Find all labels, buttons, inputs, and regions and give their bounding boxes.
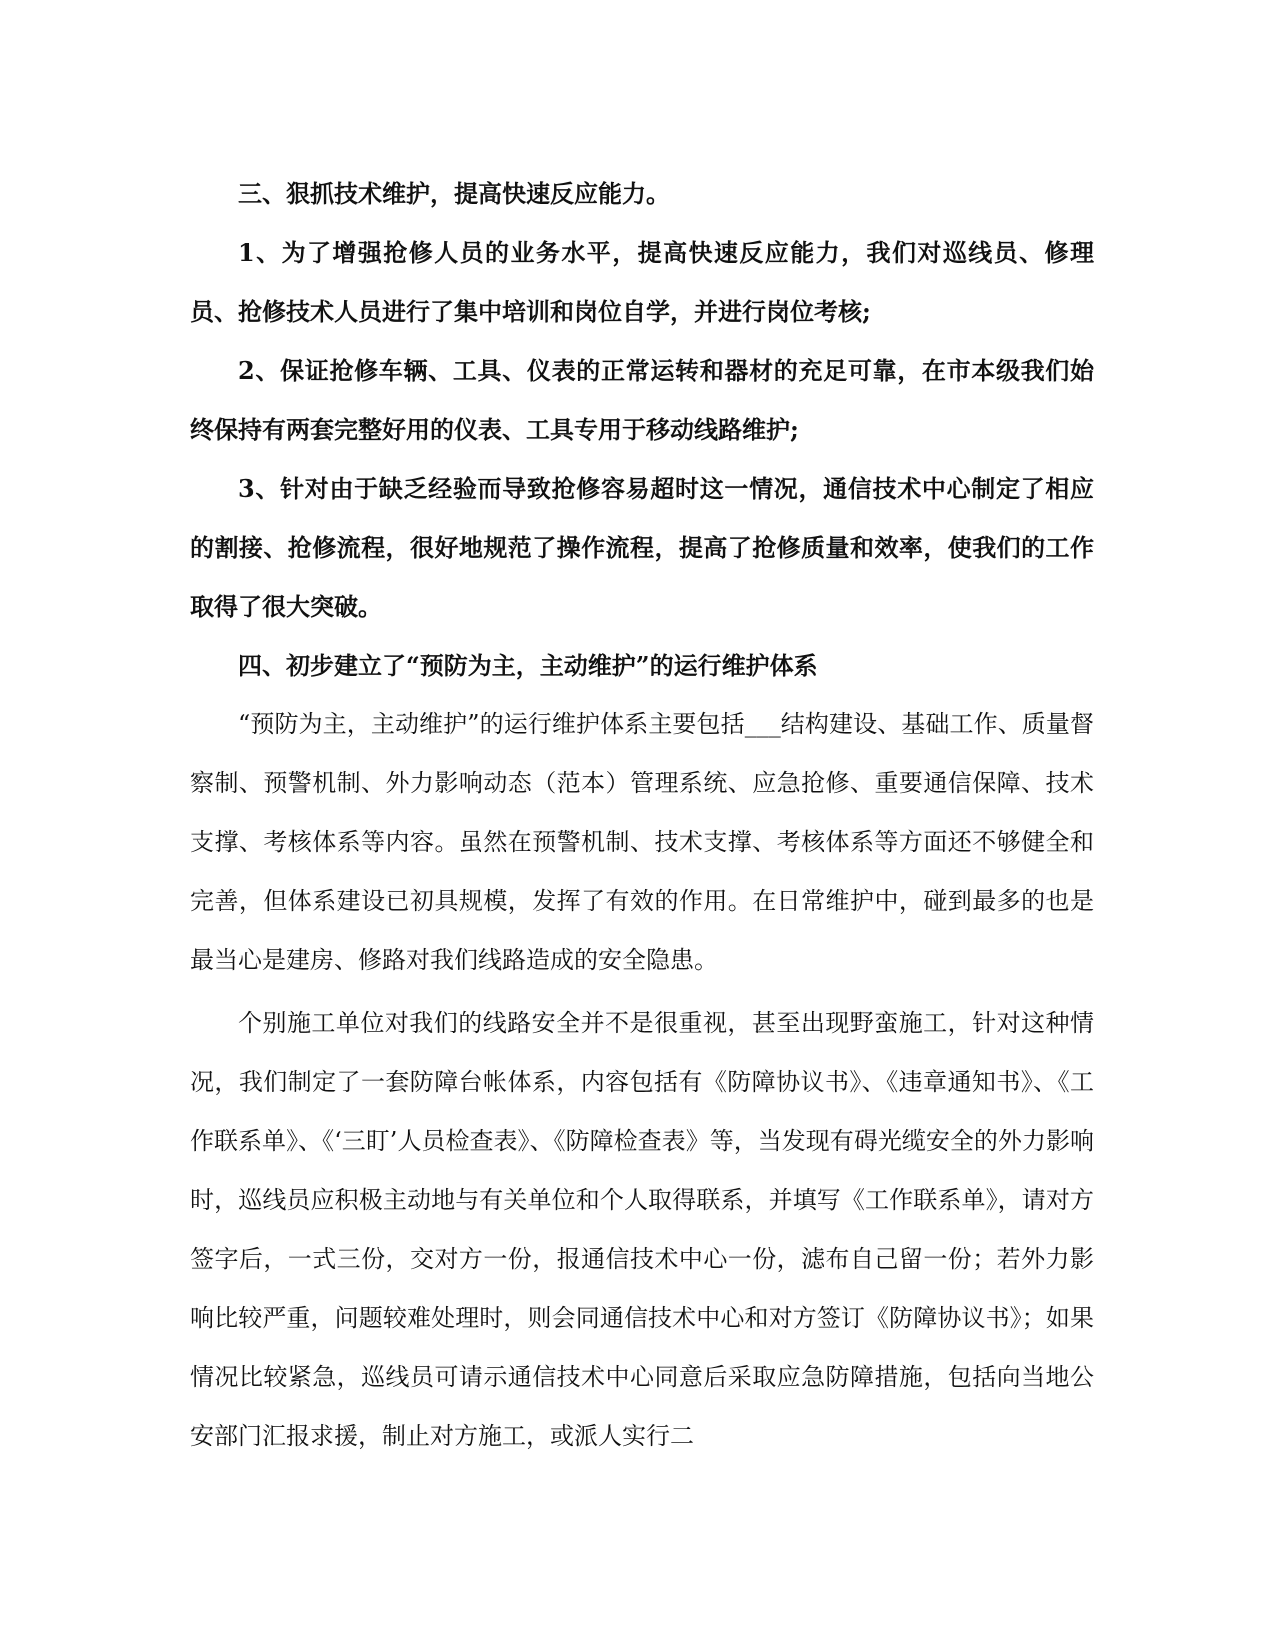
paragraph-maintenance-system: “预防为主，主动维护”的运行维护体系主要包括___结构建设、基础工作、质量督察制、预警机制、外力影响动态（范本）管理系统、应急抢修、重要通信保障、技术支撑、考核体系等内容。虽然在预警机制、技术支撑、考核体系等方面还不够健全和完善，但体系建设已初具规模，发挥了有效的作用。在日常维护中，碰到最多的也是最当心是建房、修路对我们线路造成的安全隐患。	[190, 710, 1094, 974]
section-heading-three: 三、狠抓技术维护，提高快速反应能力。	[238, 179, 670, 208]
list-item-one: 1、为了增强抢修人员的业务水平，提高快速反应能力，我们对巡线员、修理员、抢修技术人员进行了集中培训和岗位自学，并进行岗位考核;	[190, 238, 1094, 326]
list-item-two: 2、保证抢修车辆、工具、仪表的正常运转和器材的充足可靠，在市本级我们始终保持有两套完整好用的仪表、工具专用于移动线路维护;	[190, 356, 1094, 444]
list-item-three: 3、针对由于缺乏经验而导致抢修容易超时这一情况，通信技术中心制定了相应的割接、抢修流程，很好地规范了操作流程，提高了抢修质量和效率，使我们的工作取得了很大突破。	[190, 474, 1094, 621]
document-body	[190, 164, 1094, 1466]
section-heading-four: 四、初步建立了“预防为主，主动维护”的运行维护体系	[238, 651, 818, 680]
paragraph-construction-safety: 个别施工单位对我们的线路安全并不是很重视，甚至出现野蛮施工，针对这种情况，我们制定了一套防障台帐体系，内容包括有《防障协议书》、《违章通知书》、《工作联系单》、《‘三盯’人员检查表》、《防障检查表》等，当发现有碍光缆安全的外力影响时，巡线员应积极主动地与有关单位和个人取得联系，并填写《工作联系单》，请对方签字后，一式三份，交对方一份，报通信技术中心一份，滤布自己留一份；若外力影响比较严重，问题较难处理时，则会同通信技术中心和对方签订《防障协议书》；如果情况比较紧急，巡线员可请示通信技术中心同意后采取应急防障措施，包括向当地公安部门汇报求援，制止对方施工，或派人实行二	[190, 1009, 1094, 1450]
